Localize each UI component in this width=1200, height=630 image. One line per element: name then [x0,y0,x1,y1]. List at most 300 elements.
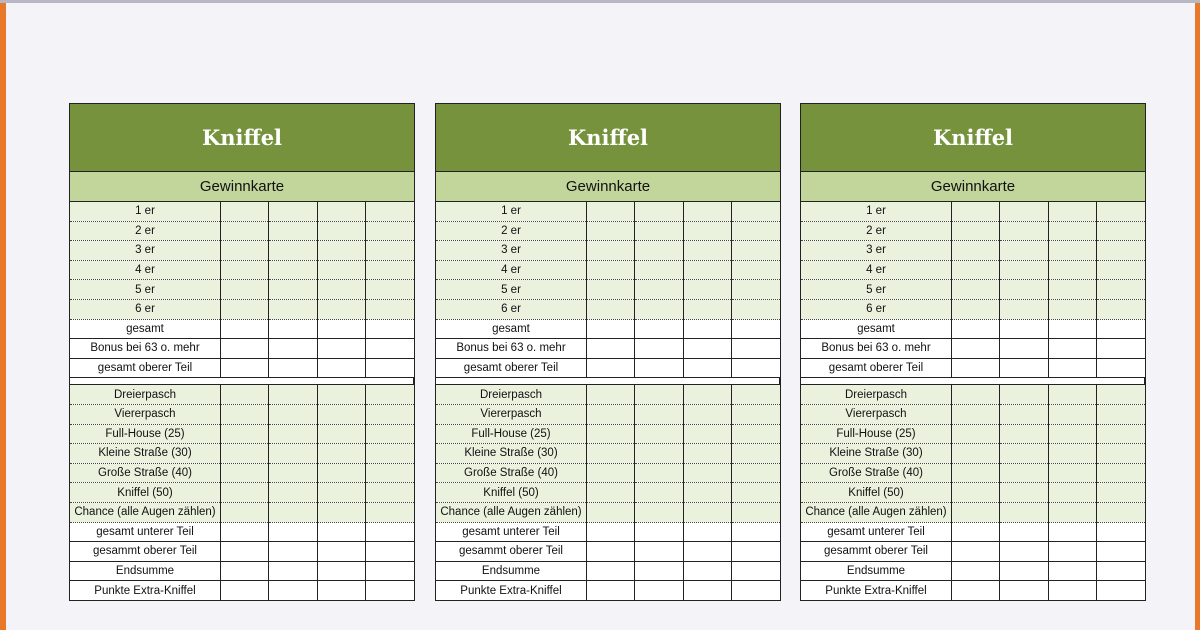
score-cell-2[interactable] [1000,241,1048,261]
score-cell-1[interactable] [587,483,635,503]
score-cell-2[interactable] [635,202,683,221]
score-cell-2[interactable] [1000,444,1048,464]
score-cell-2[interactable] [1000,522,1048,542]
score-cell-4[interactable] [1096,424,1144,444]
row-label: 5 er [70,280,221,300]
section-gap [436,378,780,385]
score-cell-3[interactable] [1048,339,1096,359]
row-label: Chance (alle Augen zählen) [801,502,952,522]
score-cell-4[interactable] [731,202,779,221]
score-cell-2[interactable] [1000,404,1048,424]
row-label: gesamt unterer Teil [70,522,221,542]
score-cell-4[interactable] [1096,299,1144,319]
score-cell-4[interactable] [731,483,779,503]
score-cell-4[interactable] [365,358,413,378]
score-cell-3[interactable] [683,241,731,261]
score-cell-1[interactable] [587,319,635,339]
score-cell-4[interactable] [731,581,779,600]
score-cell-2[interactable] [635,358,683,378]
score-cell-2[interactable] [1000,260,1048,280]
score-cell-3[interactable] [1048,299,1096,319]
score-cell-4[interactable] [1096,221,1144,241]
score-cell-4[interactable] [1096,339,1144,359]
lower-row [436,424,780,444]
score-cell-1[interactable] [952,581,1000,600]
score-cell-4[interactable] [365,241,413,261]
row-label: gesammt oberer Teil [801,542,952,562]
score-cell-4[interactable] [365,542,413,562]
score-cell-1[interactable] [952,483,1000,503]
score-cell-4[interactable] [1096,404,1144,424]
row-label: Punkte Extra-Kniffel [801,581,952,600]
lower-total-row [436,581,780,600]
score-cell-1[interactable] [587,385,635,405]
score-cell-3[interactable] [1048,502,1096,522]
score-cell-2[interactable] [635,385,683,405]
score-cell-3[interactable] [683,483,731,503]
score-cell-1[interactable] [221,483,269,503]
score-cell-3[interactable] [317,299,365,319]
score-cell-2[interactable] [269,581,317,600]
score-cell-1[interactable] [587,581,635,600]
score-cell-1[interactable] [587,202,635,221]
score-cell-3[interactable] [317,561,365,581]
score-cell-2[interactable] [635,299,683,319]
score-cell-4[interactable] [365,561,413,581]
score-cell-3[interactable] [1048,522,1096,542]
score-card-3 [800,103,1146,601]
score-cell-4[interactable] [365,522,413,542]
score-cell-2[interactable] [635,463,683,483]
lower-total-row [801,561,1145,581]
score-cell-1[interactable] [587,522,635,542]
row-label: 4 er [436,260,587,280]
score-cell-1[interactable] [587,542,635,562]
lower-total-row [436,522,780,542]
score-cell-2[interactable] [635,424,683,444]
score-cell-2[interactable] [269,202,317,221]
score-cell-1[interactable] [221,463,269,483]
row-label: 2 er [801,221,952,241]
score-cell-3[interactable] [317,522,365,542]
score-cell-4[interactable] [731,221,779,241]
score-cell-3[interactable] [683,561,731,581]
score-cell-2[interactable] [635,404,683,424]
score-cell-4[interactable] [365,339,413,359]
score-cell-3[interactable] [683,339,731,359]
card-title: Kniffel [801,104,1145,172]
score-cell-2[interactable] [635,339,683,359]
lower-row [436,463,780,483]
score-cell-4[interactable] [731,319,779,339]
score-cell-4[interactable] [731,444,779,464]
score-cell-1[interactable] [587,241,635,261]
score-cell-4[interactable] [731,424,779,444]
score-cell-4[interactable] [365,221,413,241]
score-cell-3[interactable] [683,522,731,542]
upper-row [70,260,414,280]
row-label: gesammt oberer Teil [70,542,221,562]
score-cell-2[interactable] [1000,581,1048,600]
score-cell-1[interactable] [587,221,635,241]
score-cell-2[interactable] [635,502,683,522]
score-cell-1[interactable] [587,299,635,319]
score-cell-1[interactable] [221,339,269,359]
score-cell-1[interactable] [587,561,635,581]
score-cell-4[interactable] [731,299,779,319]
score-cell-4[interactable] [731,522,779,542]
score-cell-2[interactable] [635,542,683,562]
score-cell-4[interactable] [365,319,413,339]
score-cell-1[interactable] [952,404,1000,424]
row-label: Punkte Extra-Kniffel [436,581,587,600]
score-cell-3[interactable] [317,463,365,483]
score-cell-3[interactable] [1048,581,1096,600]
score-cell-1[interactable] [952,260,1000,280]
score-card-2 [435,103,781,601]
score-cell-1[interactable] [587,463,635,483]
score-cell-2[interactable] [1000,502,1048,522]
score-cell-3[interactable] [317,404,365,424]
score-cell-4[interactable] [365,260,413,280]
lower-row [436,502,780,522]
score-cell-3[interactable] [1048,561,1096,581]
score-cell-2[interactable] [269,483,317,503]
score-cell-3[interactable] [1048,221,1096,241]
score-cell-3[interactable] [317,339,365,359]
score-cell-1[interactable] [952,319,1000,339]
score-cell-4[interactable] [731,385,779,405]
score-cell-2[interactable] [635,581,683,600]
score-cell-2[interactable] [269,260,317,280]
score-cell-1[interactable] [952,561,1000,581]
score-cell-1[interactable] [952,385,1000,405]
score-cell-2[interactable] [1000,542,1048,562]
lower-total-row [801,581,1145,600]
score-cell-3[interactable] [683,581,731,600]
score-cell-4[interactable] [1096,542,1144,562]
score-cell-1[interactable] [952,299,1000,319]
score-cell-3[interactable] [317,444,365,464]
score-cell-2[interactable] [269,424,317,444]
row-label: gesamt oberer Teil [801,358,952,378]
score-cell-1[interactable] [221,581,269,600]
score-cell-4[interactable] [1096,260,1144,280]
score-cell-1[interactable] [221,542,269,562]
score-cell-1[interactable] [952,463,1000,483]
score-cell-3[interactable] [683,299,731,319]
score-cell-1[interactable] [221,260,269,280]
section-gap [70,378,414,385]
score-cell-2[interactable] [1000,299,1048,319]
score-cell-3[interactable] [317,483,365,503]
score-cell-3[interactable] [317,358,365,378]
lower-row [801,385,1145,405]
score-cell-1[interactable] [221,358,269,378]
score-cell-1[interactable] [221,202,269,221]
score-cell-4[interactable] [1096,202,1144,221]
row-label: Full-House (25) [70,424,221,444]
score-cell-3[interactable] [683,358,731,378]
score-cell-3[interactable] [683,385,731,405]
score-cell-2[interactable] [1000,221,1048,241]
score-cell-4[interactable] [1096,581,1144,600]
score-cell-2[interactable] [635,561,683,581]
lower-total-row [436,561,780,581]
score-cell-4[interactable] [731,561,779,581]
score-cell-3[interactable] [317,241,365,261]
score-cell-1[interactable] [587,502,635,522]
score-cell-2[interactable] [269,444,317,464]
score-cell-3[interactable] [683,502,731,522]
score-cell-4[interactable] [1096,444,1144,464]
score-cell-3[interactable] [683,542,731,562]
score-cell-1[interactable] [221,241,269,261]
lower-row [801,404,1145,424]
score-cell-3[interactable] [683,280,731,300]
frame-left-edge [0,0,6,630]
score-cell-3[interactable] [317,581,365,600]
upper-row [70,241,414,261]
score-cell-2[interactable] [269,385,317,405]
score-cell-3[interactable] [317,542,365,562]
score-cell-1[interactable] [952,221,1000,241]
score-cell-4[interactable] [365,483,413,503]
score-cell-3[interactable] [683,260,731,280]
score-cell-1[interactable] [952,502,1000,522]
score-cell-2[interactable] [635,241,683,261]
score-cell-2[interactable] [269,339,317,359]
score-cell-3[interactable] [1048,260,1096,280]
score-cell-1[interactable] [952,424,1000,444]
score-cell-1[interactable] [587,358,635,378]
score-cell-3[interactable] [1048,483,1096,503]
score-cell-1[interactable] [221,385,269,405]
upper-total-row [436,358,780,378]
gap-cell [436,378,780,385]
score-cell-3[interactable] [1048,358,1096,378]
score-cell-3[interactable] [683,221,731,241]
score-cell-4[interactable] [365,280,413,300]
row-label: Bonus bei 63 o. mehr [70,339,221,359]
score-cell-4[interactable] [731,260,779,280]
section-gap [801,378,1145,385]
score-cell-1[interactable] [587,260,635,280]
score-cell-1[interactable] [587,424,635,444]
score-cell-4[interactable] [1096,502,1144,522]
row-label: 4 er [70,260,221,280]
score-cell-4[interactable] [1096,385,1144,405]
lower-row [436,404,780,424]
score-cell-1[interactable] [221,424,269,444]
score-cell-4[interactable] [1096,319,1144,339]
score-cell-2[interactable] [269,522,317,542]
upper-row [436,260,780,280]
score-cell-2[interactable] [1000,424,1048,444]
score-cell-3[interactable] [1048,463,1096,483]
score-cell-1[interactable] [221,502,269,522]
row-label: 4 er [801,260,952,280]
lower-row [70,385,414,405]
score-cell-2[interactable] [269,319,317,339]
score-cell-1[interactable] [221,444,269,464]
score-cell-4[interactable] [731,502,779,522]
score-cell-2[interactable] [269,358,317,378]
score-cell-1[interactable] [587,280,635,300]
score-cell-2[interactable] [635,444,683,464]
upper-row [70,221,414,241]
score-cell-4[interactable] [1096,358,1144,378]
score-cell-4[interactable] [731,358,779,378]
score-cell-1[interactable] [221,522,269,542]
score-cell-3[interactable] [683,444,731,464]
score-cell-2[interactable] [635,319,683,339]
score-cell-4[interactable] [731,542,779,562]
score-cell-4[interactable] [365,424,413,444]
score-cell-4[interactable] [365,502,413,522]
score-cell-3[interactable] [683,202,731,221]
score-cell-3[interactable] [1048,241,1096,261]
score-cell-3[interactable] [317,502,365,522]
score-cell-2[interactable] [269,463,317,483]
score-cell-3[interactable] [683,463,731,483]
score-cell-3[interactable] [1048,385,1096,405]
card-title: Kniffel [436,104,780,172]
score-cell-2[interactable] [1000,202,1048,221]
score-cell-3[interactable] [1048,444,1096,464]
score-cell-2[interactable] [1000,561,1048,581]
score-cell-2[interactable] [635,280,683,300]
row-label: gesammt oberer Teil [436,542,587,562]
score-cell-3[interactable] [317,260,365,280]
score-cell-4[interactable] [731,339,779,359]
lower-row [801,483,1145,503]
score-cell-1[interactable] [221,299,269,319]
score-cell-4[interactable] [365,463,413,483]
score-cell-1[interactable] [587,339,635,359]
score-cell-4[interactable] [365,444,413,464]
row-label: Viererpasch [436,404,587,424]
score-cell-3[interactable] [1048,404,1096,424]
score-cell-2[interactable] [635,483,683,503]
row-label: gesamt unterer Teil [801,522,952,542]
row-label: 5 er [436,280,587,300]
score-cell-3[interactable] [317,221,365,241]
frame-right-edge [1195,0,1200,630]
score-cell-3[interactable] [1048,424,1096,444]
score-cell-1[interactable] [952,444,1000,464]
score-cell-1[interactable] [221,404,269,424]
score-cell-4[interactable] [731,404,779,424]
score-cell-1[interactable] [952,358,1000,378]
score-cell-4[interactable] [1096,241,1144,261]
score-cell-4[interactable] [365,385,413,405]
score-cell-1[interactable] [952,542,1000,562]
score-cell-3[interactable] [317,424,365,444]
score-cell-2[interactable] [269,502,317,522]
row-label: Endsumme [436,561,587,581]
score-cell-2[interactable] [1000,358,1048,378]
score-cell-2[interactable] [635,522,683,542]
score-cell-1[interactable] [952,241,1000,261]
score-cell-4[interactable] [365,404,413,424]
score-cell-2[interactable] [269,404,317,424]
score-cell-4[interactable] [1096,463,1144,483]
score-cell-4[interactable] [1096,280,1144,300]
score-cell-3[interactable] [1048,542,1096,562]
score-cell-3[interactable] [683,319,731,339]
row-label: Kleine Straße (30) [70,444,221,464]
score-cell-1[interactable] [952,280,1000,300]
score-cell-2[interactable] [269,280,317,300]
lower-row [801,502,1145,522]
score-cell-2[interactable] [269,221,317,241]
score-cell-4[interactable] [1096,483,1144,503]
score-cell-3[interactable] [1048,280,1096,300]
score-cell-1[interactable] [587,444,635,464]
score-cell-1[interactable] [221,319,269,339]
row-label: Große Straße (40) [70,463,221,483]
score-cell-2[interactable] [1000,280,1048,300]
lower-total-row [436,542,780,562]
score-cell-3[interactable] [317,319,365,339]
score-table [801,202,1145,600]
score-cell-3[interactable] [1048,202,1096,221]
score-cell-1[interactable] [952,202,1000,221]
score-cell-1[interactable] [952,339,1000,359]
score-cell-3[interactable] [1048,319,1096,339]
score-cell-3[interactable] [317,202,365,221]
score-cell-2[interactable] [635,221,683,241]
score-cell-3[interactable] [317,385,365,405]
score-cell-2[interactable] [1000,463,1048,483]
score-cell-2[interactable] [1000,339,1048,359]
score-cell-4[interactable] [1096,561,1144,581]
score-cell-1[interactable] [221,221,269,241]
score-cell-2[interactable] [269,561,317,581]
score-cell-2[interactable] [269,241,317,261]
score-cell-1[interactable] [952,522,1000,542]
score-cell-1[interactable] [221,561,269,581]
score-cell-4[interactable] [365,581,413,600]
score-cell-2[interactable] [1000,483,1048,503]
score-cell-3[interactable] [317,280,365,300]
score-cell-1[interactable] [587,404,635,424]
lower-row [70,483,414,503]
score-cell-4[interactable] [365,299,413,319]
score-cell-4[interactable] [1096,522,1144,542]
score-cell-3[interactable] [683,404,731,424]
score-cell-4[interactable] [731,241,779,261]
upper-row [70,202,414,221]
score-cell-2[interactable] [635,260,683,280]
score-cell-4[interactable] [731,280,779,300]
score-cell-2[interactable] [269,542,317,562]
score-cell-3[interactable] [683,424,731,444]
lower-row [70,463,414,483]
score-cell-2[interactable] [1000,319,1048,339]
lower-row [436,385,780,405]
score-cell-4[interactable] [731,463,779,483]
score-cell-2[interactable] [269,299,317,319]
score-cell-4[interactable] [365,202,413,221]
score-cell-2[interactable] [1000,385,1048,405]
score-cell-1[interactable] [221,280,269,300]
upper-total-row [801,339,1145,359]
upper-row [801,221,1145,241]
row-label: Kleine Straße (30) [801,444,952,464]
row-label: 6 er [801,299,952,319]
